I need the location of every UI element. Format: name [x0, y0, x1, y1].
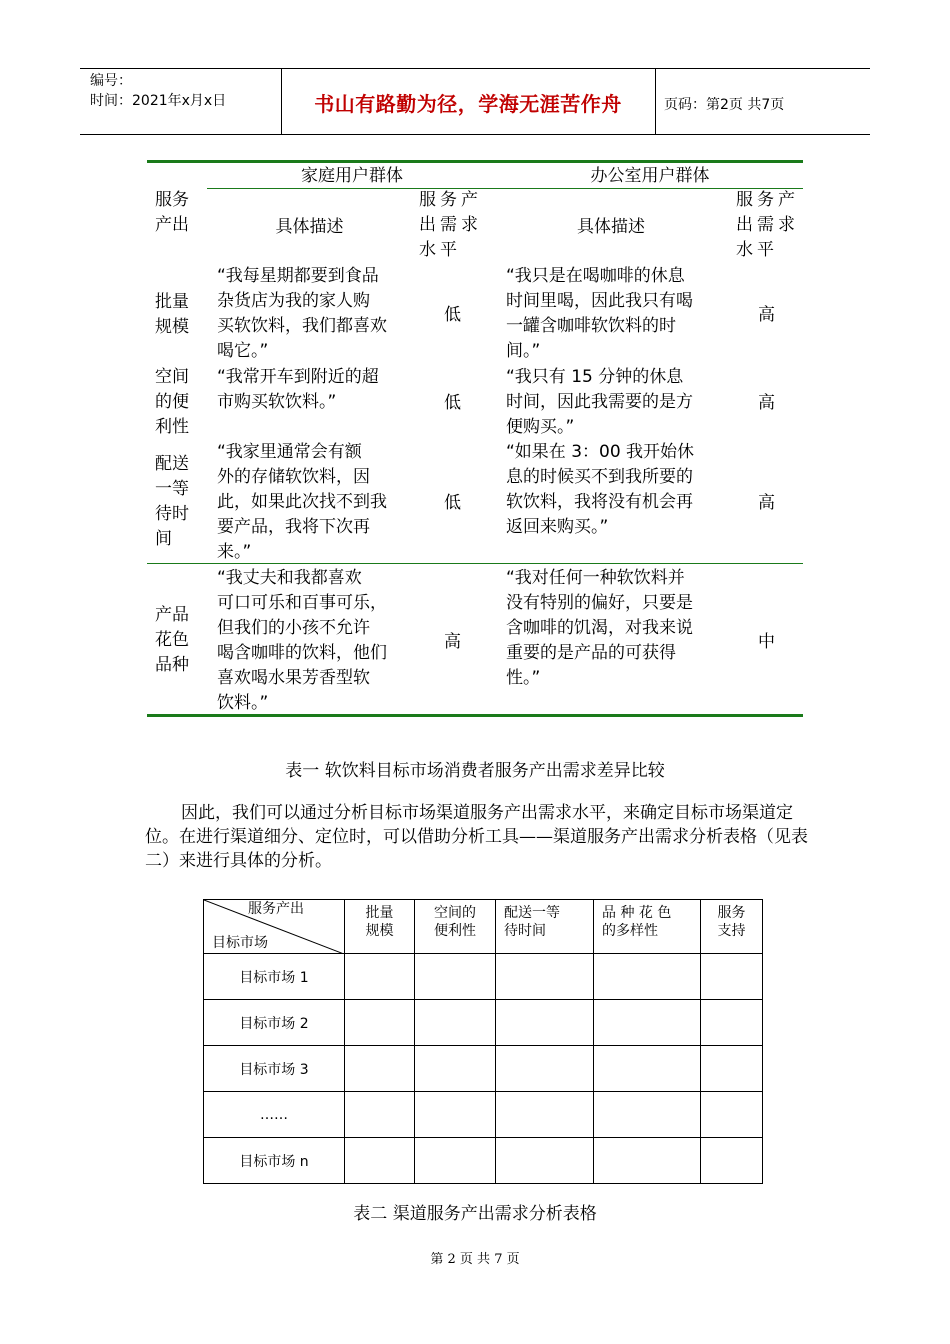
row-label-convenience	[155, 365, 189, 440]
desc-line: 喝它。”	[217, 341, 269, 361]
col-home-desc-header: 具体描述	[275, 217, 344, 237]
table-cell	[345, 1046, 415, 1092]
header-motto: 书山有路勤为径，学海无涯苦作舟	[314, 92, 622, 116]
body-paragraph: 因此，我们可以通过分析目标市场渠道服务产出需求水平，来确定目标市场渠道定位。在进行渠道细分、定位时，可以借助分析工具——渠道服务产出需求分析表格（见表二）来进行具体的分析。	[145, 803, 808, 871]
row-label: 目标市场 2	[204, 1000, 345, 1046]
col-header-line: 支持	[717, 923, 746, 939]
row-label-line: 配送	[155, 454, 189, 474]
office-desc-batch	[506, 264, 731, 364]
row-label-line: 空间	[155, 367, 189, 387]
desc-line: 间。”	[506, 341, 541, 361]
desc-line: 来。”	[217, 542, 252, 562]
row-label-wait-time	[155, 452, 189, 552]
table-cell	[345, 1000, 415, 1046]
table2-caption: 表二 渠道服务产出需求分析表格	[353, 1204, 597, 1224]
desc-line: 可口可乐和百事可乐，	[217, 593, 387, 613]
home-desc-convenience	[217, 365, 417, 415]
desc-line: 市购买软饮料。”	[217, 392, 337, 412]
desc-line: “我丈夫和我都喜欢	[217, 568, 362, 588]
col-level-line: 服务产	[419, 190, 482, 210]
table1-caption: 表一 软饮料目标市场消费者服务产出需求差异比较	[285, 761, 665, 781]
col-level-line: 出需求	[419, 215, 482, 235]
col-header-line: 待时间	[504, 923, 546, 939]
desc-line: 要产品，我将下次再	[217, 517, 370, 537]
table-top-rule	[147, 160, 803, 163]
office-level-batch: 高	[758, 305, 775, 325]
table-cell	[496, 1138, 594, 1184]
desc-line: 性。”	[506, 668, 541, 688]
col-header-line: 的多样性	[602, 923, 658, 939]
table-cell	[496, 1000, 594, 1046]
desc-line: 便购买。”	[506, 417, 575, 437]
table-row	[204, 1138, 763, 1184]
desc-line: “我只有 15 分钟的休息	[506, 367, 684, 387]
col-level-line: 水平	[736, 240, 778, 260]
office-desc-variety	[506, 566, 731, 691]
office-level-wait-time: 高	[758, 493, 775, 513]
desc-line: 息的时候买不到我所要的	[506, 467, 693, 487]
desc-line: “我只是在喝咖啡的休息	[506, 266, 685, 286]
col-header-convenience	[415, 900, 496, 954]
col-level-line: 服务产	[736, 190, 799, 210]
col-office-desc-header: 具体描述	[577, 217, 645, 237]
row-label-line: 批量	[155, 292, 189, 312]
desc-line: 喜欢喝水果芳香型软	[217, 668, 370, 688]
desc-line: 含咖啡的饥渴，对我来说	[506, 618, 693, 638]
desc-line: 此，如果此次找不到我	[217, 492, 387, 512]
group-office-header: 办公室用户群体	[590, 166, 710, 186]
col-header-service-support	[701, 900, 763, 954]
table-row	[204, 1046, 763, 1092]
desc-line: 喝含咖啡的饮料，他们	[217, 643, 387, 663]
office-desc-convenience	[506, 365, 731, 440]
desc-line: 饮料。”	[217, 693, 269, 713]
desc-line: 时间，因此我需要的是方	[506, 392, 693, 412]
table-cell	[496, 954, 594, 1000]
col-service-line: 服务	[155, 190, 189, 210]
desc-line: “我常开车到附近的超	[217, 367, 379, 387]
desc-line: 重要的是产品的可获得	[506, 643, 676, 663]
table-cell	[345, 954, 415, 1000]
desc-line: 返回来购买。”	[506, 517, 609, 537]
home-desc-variety	[217, 566, 417, 716]
row-label-line: 一等	[155, 479, 189, 499]
desc-line: “我每星期都要到食品	[217, 266, 379, 286]
col-header-line: 服务	[717, 905, 746, 921]
col-level-line: 出需求	[736, 215, 799, 235]
analysis-table	[203, 899, 763, 1184]
table-cell	[701, 1138, 763, 1184]
desc-line: 时间里喝，因此我只有喝	[506, 291, 693, 311]
group-home-header: 家庭用户群体	[301, 166, 403, 186]
table-cell	[345, 1138, 415, 1184]
col-office-level-header	[736, 188, 816, 263]
col-service-line: 产出	[155, 215, 189, 235]
corner-bottom-label: 目标市场	[212, 935, 268, 951]
desc-line: “如果在 3：00 我开始休	[506, 442, 695, 462]
col-header-batch	[345, 900, 415, 954]
table-cell	[496, 1092, 594, 1138]
row-label-batch	[155, 290, 189, 340]
table-cell	[701, 1092, 763, 1138]
row-label-line: 的便	[155, 392, 189, 412]
table-row	[204, 1092, 763, 1138]
table-cell	[415, 1092, 496, 1138]
row-label-line: 待时	[155, 504, 189, 524]
table-row	[204, 1000, 763, 1046]
row-label: ……	[204, 1092, 345, 1138]
desc-line: 没有特别的偏好，只要是	[506, 593, 693, 613]
header-page-code: 页码：第2页 共7页	[664, 97, 785, 113]
table-cell	[594, 1138, 701, 1184]
row-label: 目标市场 1	[204, 954, 345, 1000]
home-level-batch: 低	[444, 305, 461, 325]
table-cell	[594, 954, 701, 1000]
office-desc-wait-time	[506, 440, 731, 540]
header-number-label: 编号：	[90, 73, 132, 89]
home-level-variety: 高	[444, 632, 461, 652]
table-cell	[594, 1046, 701, 1092]
desc-line: “我对任何一种软饮料并	[506, 568, 685, 588]
table-cell	[415, 954, 496, 1000]
desc-line: 买软饮料，我们都喜欢	[217, 316, 387, 336]
desc-line: 软饮料，我将没有机会再	[506, 492, 693, 512]
page-footer: 第 2 页 共 7 页	[430, 1252, 520, 1267]
desc-line: 杂货店为我的家人购	[217, 291, 370, 311]
row-label-line: 利性	[155, 417, 189, 437]
col-level-line: 水平	[419, 240, 461, 260]
row-label-line: 花色	[155, 630, 189, 650]
row-label: 目标市场 n	[204, 1138, 345, 1184]
table-cell	[701, 1046, 763, 1092]
table-cell	[496, 1046, 594, 1092]
row-label-line: 品种	[155, 655, 189, 675]
desc-line: 但我们的小孩不允许	[217, 618, 370, 638]
row-label-line: 产品	[155, 605, 189, 625]
desc-line: 一罐含咖啡软饮料的时	[506, 316, 676, 336]
col-header-line: 品 种 花 色	[602, 905, 672, 921]
home-level-convenience: 低	[444, 393, 461, 413]
corner-top-label: 服务产出	[248, 901, 304, 917]
col-header-wait-time	[496, 900, 594, 954]
row-label-variety	[155, 603, 189, 678]
table-cell	[701, 954, 763, 1000]
table-cell	[594, 1000, 701, 1046]
home-desc-batch	[217, 264, 417, 364]
desc-line: 外的存储软饮料，因	[217, 467, 370, 487]
table-row	[204, 954, 763, 1000]
row-label: 目标市场 3	[204, 1046, 345, 1092]
home-level-wait-time: 低	[444, 493, 461, 513]
col-home-level-header	[419, 188, 499, 263]
row-label-line: 间	[155, 529, 172, 549]
table-cell	[415, 1046, 496, 1092]
table-cell	[345, 1092, 415, 1138]
row-label-line: 规模	[155, 317, 189, 337]
col-header-line: 批量	[365, 905, 394, 921]
office-level-convenience: 高	[758, 393, 775, 413]
col-header-line: 便利性	[434, 923, 476, 939]
table-cell	[415, 1138, 496, 1184]
table-cell	[415, 1000, 496, 1046]
col-header-line: 空间的	[434, 905, 476, 921]
col-header-variety	[594, 900, 701, 954]
desc-line: “我家里通常会有额	[217, 442, 362, 462]
col-service-header	[155, 188, 205, 238]
corner-cell	[204, 900, 345, 954]
table-cell	[701, 1000, 763, 1046]
header-time-label: 时间：2021年x月x日	[90, 93, 227, 109]
col-header-line: 配送一等	[504, 905, 560, 921]
home-desc-wait-time	[217, 440, 417, 565]
col-header-line: 规模	[365, 923, 394, 939]
office-level-variety: 中	[758, 632, 775, 652]
table-cell	[594, 1092, 701, 1138]
